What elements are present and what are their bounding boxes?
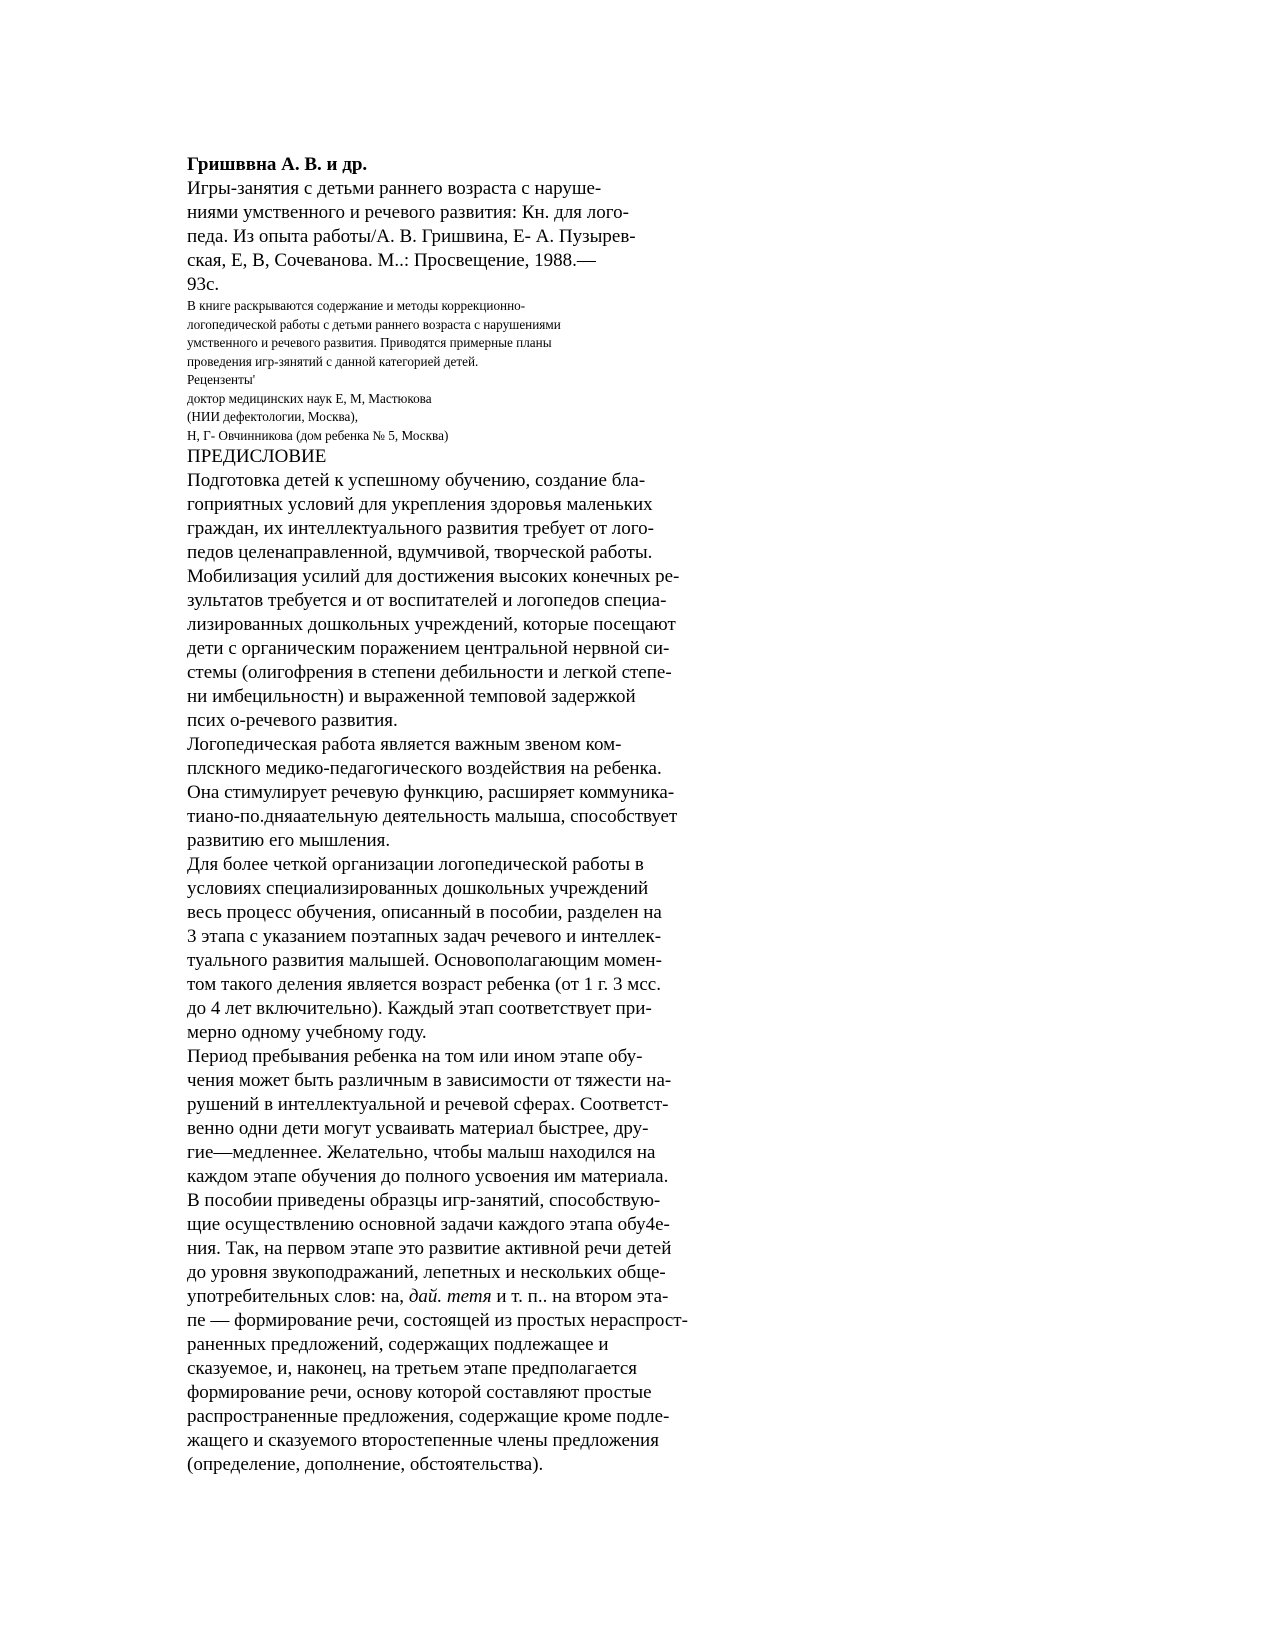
reviewer-line: (НИИ дефектологии, Москва), — [187, 409, 359, 424]
body-line: формирование речи, основу которой составляют простые — [187, 1382, 652, 1403]
author-line: Гришввна А. В. и др. — [187, 154, 368, 175]
body-line: венно одни дети могут усваивать материал быстрее, дру- — [187, 1118, 649, 1139]
body-line: педов целенаправленной, вдумчивой, творческой работы. — [187, 542, 653, 563]
body-line: ния. Так, на первом этапе это развитие активной речи детей — [187, 1238, 672, 1259]
body-line: каждом этапе обучения до полного усвоения им материала. — [187, 1166, 669, 1187]
body-line: В пособии приведены образцы игр-занятий, способствую- — [187, 1190, 661, 1211]
annotation-line: умственного и речевого развития. Приводятся примерные планы — [187, 335, 552, 350]
bibliography-line: ская, Е, В, Сочеванова. М..: Просвещение, 1988.— — [187, 250, 596, 271]
body-line: раненных предложений, содержащих подлежащее и — [187, 1334, 609, 1355]
body-line: Для более четкой организации логопедической работы в — [187, 854, 644, 875]
body-line: до 4 лет включительно). Каждый этап соответствует при- — [187, 998, 652, 1019]
body-line: туального развития малышей. Основополагающим момен- — [187, 950, 662, 971]
body-line: до уровня звукоподражаний, лепетных и нескольких обще- — [187, 1262, 666, 1283]
body-line: тиано-по.дняаательную деятельность малыша, способствует — [187, 806, 678, 827]
bibliography-line: ниями умственного и речевого развития: Кн. для лого- — [187, 202, 629, 223]
annotation-line: В книге раскрываются содержание и методы коррекционно- — [187, 298, 526, 313]
body-line: Период пребывания ребенка на том или ином этапе обу- — [187, 1046, 643, 1067]
section-heading: ПРЕДИСЛОВИЕ — [187, 446, 327, 467]
body-line: дети с органическим поражением центральной нервной си- — [187, 638, 670, 659]
body-text: употребительных слов: на, — [187, 1286, 409, 1307]
body-line: псих о-речевого развития. — [187, 710, 398, 731]
bibliography-line: педа. Из опыта работы/А. В. Гришвина, Е- А. Пузырев- — [187, 226, 636, 247]
bibliography-line: 93с. — [187, 274, 220, 295]
body-line: Она стимулирует речевую функцию, расширяет коммуника- — [187, 782, 675, 803]
body-line: Мобилизация усилий для достижения высоких конечных ре- — [187, 566, 680, 587]
body-line: пе — формирование речи, состоящей из простых нераспрост- — [187, 1310, 688, 1331]
body-line: стемы (олигофрения в степени дебильности и легкой степе- — [187, 662, 672, 683]
italic-example-words: дай. тетя — [408, 1286, 492, 1307]
reviewers-label: Рецензенты' — [187, 372, 256, 387]
annotation-line: проведения игр-зянятий с данной категорией детей. — [187, 353, 479, 369]
reviewer-line: Н, Г- Овчинникова (дом ребенка № 5, Москва) — [187, 427, 449, 443]
body-line: Логопедическая работа является важным звеном ком- — [187, 734, 622, 755]
body-line: развитию его мышления. — [187, 830, 391, 851]
annotation-line: логопедической работы с детьми раннего возраста с нарушениями — [187, 316, 561, 332]
body-line: жащего и сказуемого второстепенные члены предложения — [187, 1430, 659, 1451]
body-line: граждан, их интеллектуального развития требует от лого- — [187, 518, 654, 539]
body-line: гие—медленнее. Желательно, чтобы малыш находился на — [187, 1142, 656, 1163]
body-line: чения может быть различным в зависимости от тяжести на- — [187, 1070, 672, 1091]
body-line: рушений в интеллектуальной и речевой сферах. Соответст- — [187, 1094, 669, 1115]
body-line: весь процесс обучения, описанный в пособии, разделен на — [187, 902, 662, 923]
body-line: (определение, дополнение, обстоятельства). — [187, 1454, 544, 1475]
body-line: зультатов требуется и от воспитателей и логопедов специа- — [187, 590, 667, 611]
body-line: том такого деления является возраст ребенка (от 1 г. 3 мсс. — [187, 974, 661, 995]
body-line: распространенные предложения, содержащие кроме подле- — [187, 1406, 670, 1427]
body-line-with-italic — [187, 1285, 747, 1309]
body-line: щие осуществлению основной задачи каждого этапа обу4е- — [187, 1214, 670, 1235]
body-line: плскного медико-педагогического воздействия на ребенка. — [187, 758, 662, 779]
body-line: условиях специализированных дошкольных учреждений — [187, 878, 649, 899]
bibliography-block — [187, 177, 747, 297]
bibliography-line: Игры-занятия с детьми раннего возраста с наруше- — [187, 178, 602, 199]
body-line: Подготовка детей к успешному обучению, создание бла- — [187, 470, 646, 491]
document-page — [187, 153, 747, 1477]
body-line: мерно одному учебному году. — [187, 1022, 427, 1043]
annotation-block — [187, 297, 747, 445]
body-line: 3 этапа с указанием поэтапных задач речевого и интеллек- — [187, 926, 662, 947]
body-text: и т. п.. на втором эта- — [491, 1286, 669, 1307]
reviewer-line: доктор медицинских наук Е, М, Мастюкова — [187, 390, 432, 406]
body-line: лизированных дошкольных учреждений, которые посещают — [187, 614, 676, 635]
body-line: ни имбецильностн) и выраженной темповой задержкой — [187, 686, 636, 707]
body-line: сказуемое, и, наконец, на третьем этапе предполагается — [187, 1358, 638, 1379]
body-line: гоприятных условий для укрепления здоровья маленьких — [187, 494, 653, 515]
preface-body — [187, 469, 747, 1477]
